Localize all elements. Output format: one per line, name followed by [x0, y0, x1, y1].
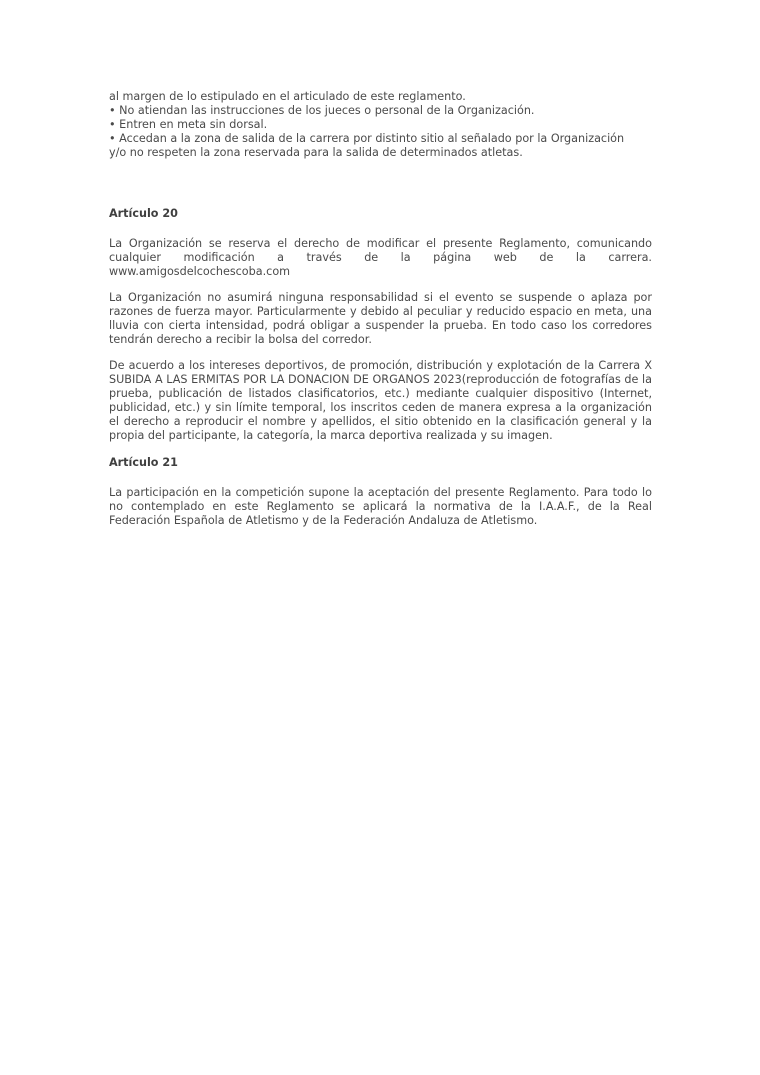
article-20-paragraph-3: De acuerdo a los intereses deportivos, de promoción, distribución y explotación de la Carrera X SUBIDA A LAS ERMITAS POR LA DONACION DE ORGANOS 2023(reproducción de fotografías de la prueba, publicación de listados clasificatorios, etc.) mediante cualquier dispositivo (Internet, publicidad, etc.) y sin límite temporal, los inscritos ceden de manera expresa a la organización el derecho a reproducir el nombre y apellidos, el sitio obtenido en la clasificación general y la propia del participante, la categoría, la marca deportiva realizada y su imagen.	[109, 359, 652, 442]
intro-bullet-line: • Accedan a la zona de salida de la carrera por distinto sitio al señalado por la Organización	[109, 132, 625, 145]
spacer	[109, 160, 652, 207]
article-20-paragraph-1	[109, 237, 652, 279]
article-20-heading: Artículo 20	[109, 207, 178, 220]
paragraph-line: cualquier modificación a través de la página web de la carrera.	[109, 251, 652, 264]
paragraph-line: La Organización se reserva el derecho de modificar el presente Reglamento, comunicando	[109, 237, 652, 250]
article-21-paragraph-1: La participación en la competición supone la aceptación del presente Reglamento. Para todo lo no contemplado en este Reglamento se aplicará la normativa de la I.A.A.F., de la Real Federación Española de Atletismo y de la Federación Andaluza de Atletismo.	[109, 486, 652, 527]
intro-block	[109, 90, 652, 160]
intro-line: al margen de lo estipulado en el articulado de este reglamento.	[109, 90, 466, 103]
document-page	[109, 90, 652, 528]
website-link-text: www.amigosdelcochescoba.com	[109, 265, 291, 278]
article-20-paragraph-2: La Organización no asumirá ninguna responsabilidad si el evento se suspende o aplaza por razones de fuerza mayor. Particularmente y debido al peculiar y reducido espacio en meta, una lluvia con cierta intensidad, podrá obligar a suspender la prueba. En todo caso los corredores tendrán derecho a recibir la bolsa del corredor.	[109, 291, 652, 346]
article-21-heading: Artículo 21	[109, 456, 178, 469]
intro-line: y/o no respeten la zona reservada para la salida de determinados atletas.	[109, 146, 523, 159]
intro-bullet-line: • No atiendan las instrucciones de los jueces o personal de la Organización.	[109, 104, 535, 117]
intro-bullet-line: • Entren en meta sin dorsal.	[109, 118, 268, 131]
